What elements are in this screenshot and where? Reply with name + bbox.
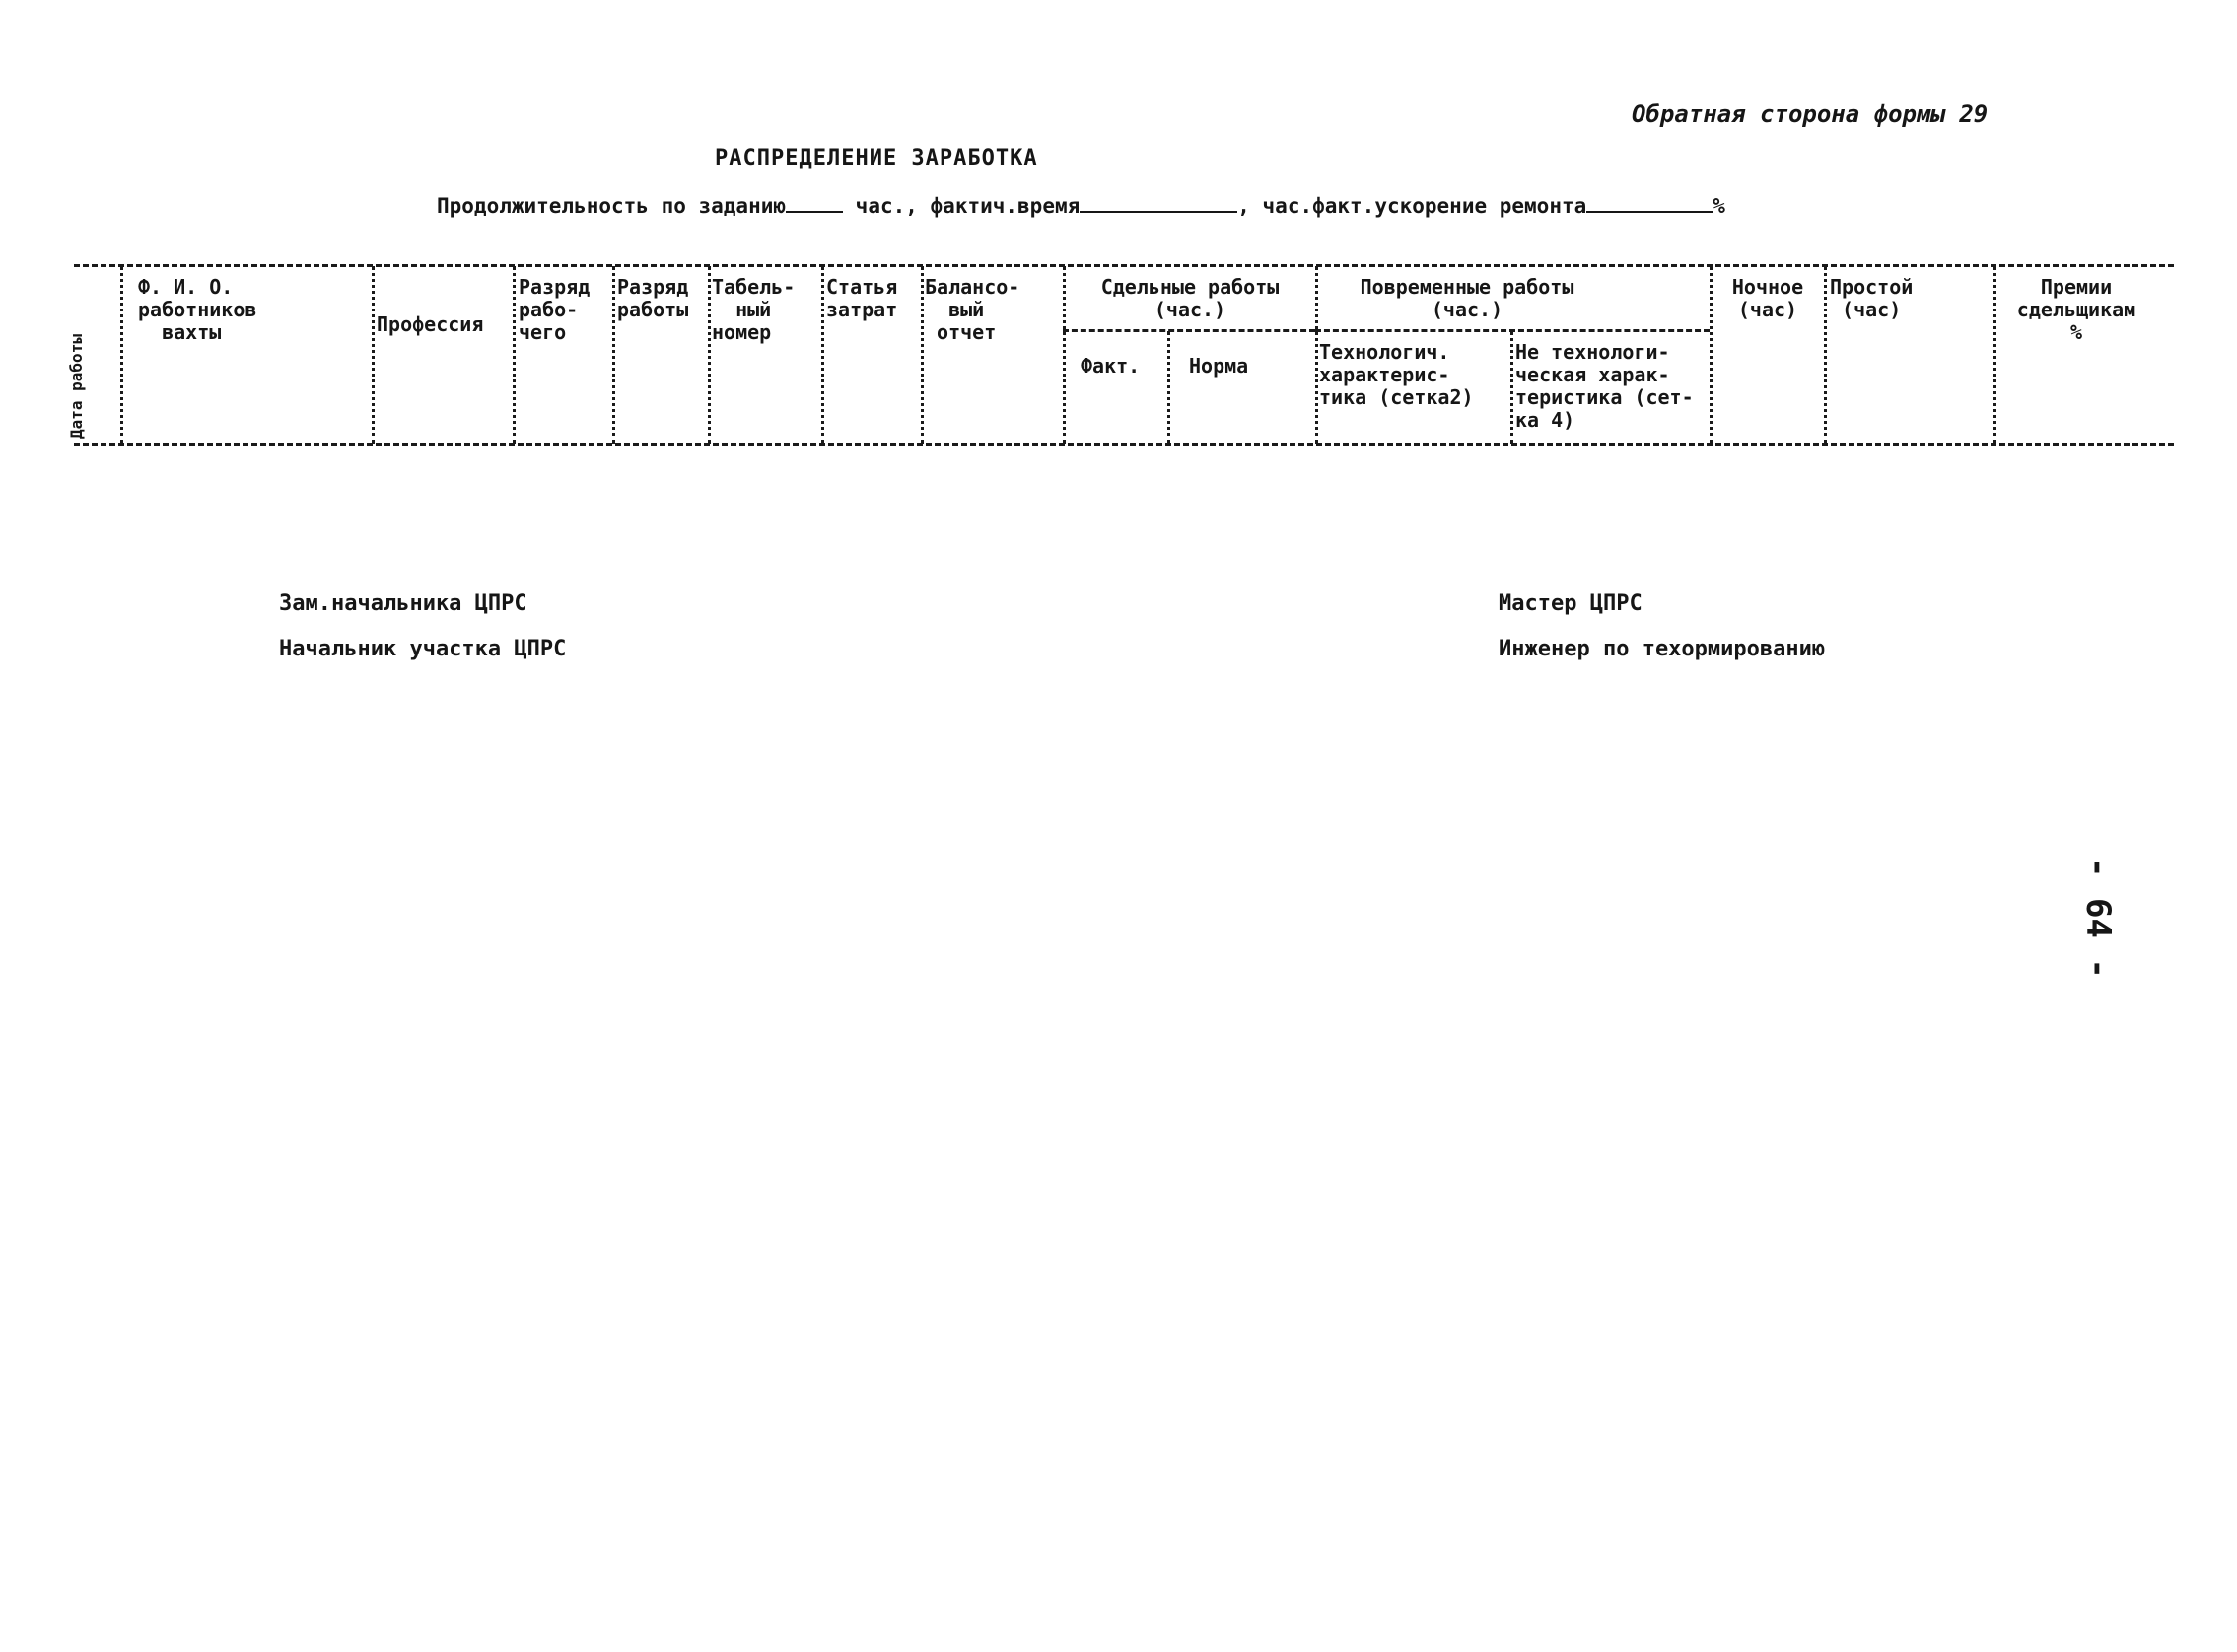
table-bottom-border: [74, 443, 2174, 446]
duration-label-acceleration: , час.факт.ускорение ремонта: [1237, 194, 1587, 218]
actual-time-blank: [1080, 193, 1237, 213]
header-piecework-norm: Норма: [1189, 354, 1249, 378]
col-divider: [1167, 331, 1170, 444]
duration-label-actual: час., фактич.время: [855, 194, 1081, 218]
signature-engineer: Инженер по техормированию: [1499, 637, 1826, 661]
header-timework-tech: Технологич. характерис- тика (сетка2): [1319, 340, 1474, 409]
header-tab-number: Табель- ный номер: [712, 275, 796, 344]
document-title: РАСПРЕДЕЛЕНИЕ ЗАРАБОТКА: [715, 146, 1038, 171]
header-date-of-work: Дата работы: [67, 334, 86, 439]
col-divider: [821, 266, 824, 444]
header-piecework: Сдельные работы (час.): [1100, 275, 1280, 321]
piecework-subheader-line: [1063, 329, 1315, 332]
header-work-grade: Разряд работы: [617, 275, 689, 321]
col-divider: [513, 266, 516, 444]
signature-deputy-head: Зам.начальника ЦПРС: [279, 591, 527, 616]
form-reference: Обратная сторона формы 29: [1632, 101, 1989, 128]
signature-section-head: Начальник участка ЦПРС: [279, 637, 567, 661]
duration-line: [437, 193, 1725, 218]
col-divider: [921, 266, 924, 444]
header-worker-grade: Разряд рабо- чего: [519, 275, 591, 344]
col-divider: [120, 266, 123, 444]
header-night: Ночное (час): [1731, 275, 1804, 321]
col-divider: [1993, 266, 1996, 444]
table-top-border: [74, 264, 2174, 267]
header-fio: Ф. И. О. работников вахты: [138, 275, 257, 344]
planned-hours-blank: [786, 193, 843, 213]
header-cost-item: Статья затрат: [826, 275, 898, 321]
header-timework: Повременные работы (час.): [1360, 275, 1574, 321]
percent-sign: %: [1713, 194, 1725, 218]
col-divider: [612, 266, 615, 444]
col-divider: [372, 266, 375, 444]
col-divider: [1710, 266, 1713, 444]
col-divider: [1063, 266, 1066, 444]
duration-label-planned: Продолжительность по заданию: [437, 194, 787, 218]
header-profession: Профессия: [377, 312, 484, 336]
page-number: - 64 -: [2078, 858, 2118, 979]
header-piecework-fact: Факт.: [1081, 354, 1141, 378]
col-divider: [1315, 266, 1318, 444]
col-divider: [1510, 331, 1513, 444]
col-divider: [708, 266, 711, 444]
signature-master: Мастер ЦПРС: [1499, 591, 1643, 616]
header-downtime: Простой (час): [1830, 275, 1914, 321]
acceleration-blank: [1586, 193, 1713, 213]
header-balance-report: Балансо- вый отчет: [925, 275, 1020, 344]
col-divider: [1824, 266, 1827, 444]
header-bonus: Премии сдельщикам %: [2016, 275, 2136, 344]
header-timework-nontech: Не технологи- ческая харак- теристика (сет- ка 4): [1515, 340, 1694, 432]
